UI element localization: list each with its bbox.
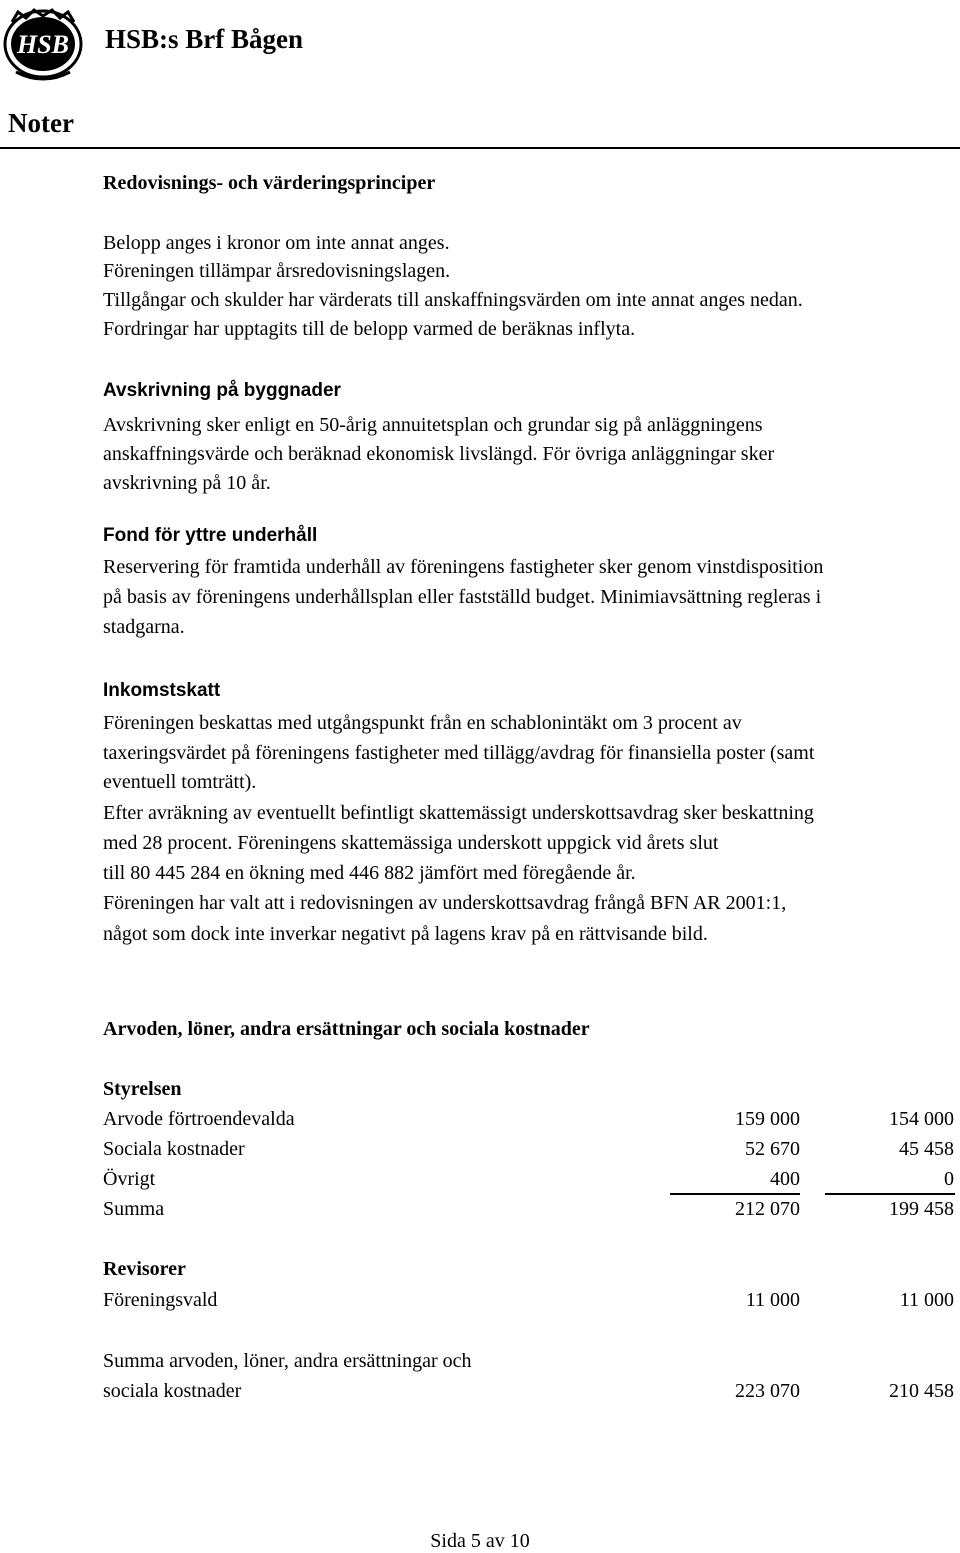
compensation-heading: Arvoden, löner, andra ersättningar och sociala kostnader — [103, 1018, 590, 1040]
principles-line: Tillgångar och skulder har värderats till anskaffningsvärden om inte annat anges nedan. — [103, 289, 803, 311]
board-row-current: 400 — [770, 1168, 800, 1190]
income-tax-line: till 80 445 284 en ökning med 446 882 jämfört med föregående år. — [103, 862, 636, 884]
income-tax-line: Föreningen har valt att i redovisningen av underskottsavdrag frångå BFN AR 2001:1, — [103, 892, 787, 914]
page-title: Noter — [8, 108, 74, 138]
maintenance-fund-line: på basis av föreningens underhållsplan eller fastställd budget. Minimiavsättning regleras i — [103, 586, 822, 608]
auditors-heading: Revisorer — [103, 1258, 186, 1280]
principles-heading: Redovisnings- och värderingsprinciper — [103, 172, 436, 194]
hsb-logo — [2, 6, 84, 82]
board-row-label: Övrigt — [103, 1168, 156, 1190]
board-heading: Styrelsen — [103, 1078, 182, 1100]
board-sum-label: Summa — [103, 1198, 165, 1220]
auditors-row-label: Föreningsvald — [103, 1289, 218, 1311]
board-sum-previous: 199 458 — [889, 1198, 954, 1220]
board-row-label: Arvode förtroendevalda — [103, 1108, 295, 1130]
auditors-row-current: 11 000 — [745, 1289, 800, 1311]
board-row-previous: 154 000 — [889, 1108, 954, 1130]
logo-letters: HSB — [16, 30, 70, 59]
principles-line: Belopp anges i kronor om inte annat anges. — [103, 232, 450, 254]
total-label-line2: sociala kostnader — [103, 1380, 242, 1402]
income-tax-line: Efter avräkning av eventuellt befintligt skattemässigt underskottsavdrag sker beskattning — [103, 802, 814, 824]
maintenance-fund-line: Reservering för framtida underhåll av föreningens fastigheter sker genom vinstdisposition — [103, 556, 824, 578]
auditors-row-previous: 11 000 — [899, 1289, 954, 1311]
depreciation-line: Avskrivning sker enligt en 50-årig annuitetsplan och grundar sig på anläggningens — [103, 414, 763, 436]
board-row-previous: 45 458 — [899, 1138, 954, 1160]
income-tax-line: Föreningen beskattas med utgångspunkt från en schablonintäkt om 3 procent av — [103, 712, 742, 734]
income-tax-line: taxeringsvärdet på föreningens fastigheter med tillägg/avdrag för finansiella poster (samt — [103, 742, 815, 764]
income-tax-line: något som dock inte inverkar negativt på lagens krav på en rättvisande bild. — [103, 923, 708, 945]
depreciation-line: anskaffningsvärde och beräknad ekonomisk livslängd. För övriga anläggningar sker — [103, 443, 775, 465]
total-label-line1: Summa arvoden, löner, andra ersättningar och — [103, 1350, 472, 1372]
total-previous: 210 458 — [889, 1380, 954, 1402]
board-sum-current: 212 070 — [735, 1198, 800, 1220]
page-number: Sida 5 av 10 — [430, 1530, 530, 1552]
organization-name: HSB:s Brf Bågen — [105, 24, 304, 54]
total-current: 223 070 — [735, 1380, 800, 1402]
principles-line: Föreningen tillämpar årsredovisningslagen. — [103, 260, 451, 282]
board-row-current: 52 670 — [745, 1138, 800, 1160]
board-row-current: 159 000 — [735, 1108, 800, 1130]
title-divider — [0, 147, 960, 149]
board-row-previous: 0 — [944, 1168, 954, 1190]
depreciation-line: avskrivning på 10 år. — [103, 472, 271, 494]
income-tax-heading: Inkomstskatt — [103, 680, 221, 701]
principles-line: Fordringar har upptagits till de belopp varmed de beräknas inflyta. — [103, 318, 636, 340]
income-tax-line: eventuell tomträtt). — [103, 771, 257, 793]
maintenance-fund-heading: Fond för yttre underhåll — [103, 525, 318, 546]
depreciation-heading: Avskrivning på byggnader — [103, 380, 341, 401]
maintenance-fund-line: stadgarna. — [103, 616, 185, 638]
board-row-label: Sociala kostnader — [103, 1138, 245, 1160]
income-tax-line: med 28 procent. Föreningens skattemässiga underskott uppgick vid årets slut — [103, 832, 719, 854]
